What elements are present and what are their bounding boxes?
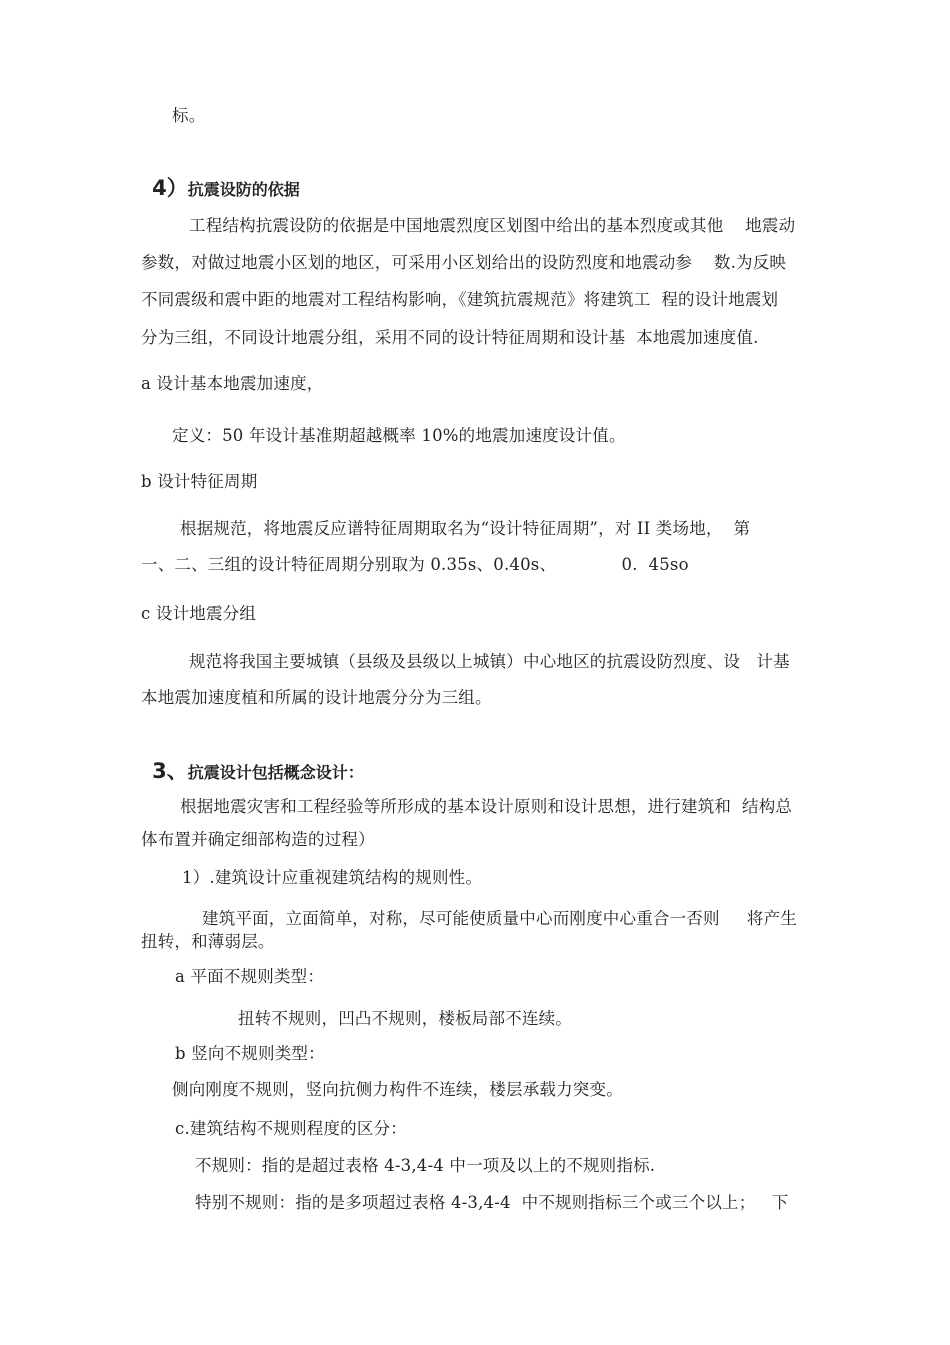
paragraph-line: 分为三组，不同设计地震分组，采用不同的设计特征周期和设计基 本地震加速度值. (141, 328, 759, 347)
list-item-line: 1）.建筑设计应重视建筑结构的规则性。 (182, 868, 483, 887)
text-line-continuation: 标。 (172, 106, 206, 125)
paragraph-line: 规范将我国主要城镇（县级及县级以上城镇）中心地区的抗震设防烈度、设 计基 (189, 652, 790, 671)
paragraph-line: 根据地震灾害和工程经验等所形成的基本设计原则和设计思想，进行建筑和 结构总 (180, 797, 793, 816)
paragraph-line: 不同震级和震中距的地震对工程结构影响，《建筑抗震规范》将建筑工 程的设计地震划 (141, 290, 779, 309)
paragraph-line: 本地震加速度植和所属的设计地震分分为三组。 (141, 688, 492, 707)
paragraph-line: 参数，对做过地震小区划的地区，可采用小区划给出的设防烈度和地震动参 数.为反映 (141, 253, 787, 272)
subsection-title-vertical: b 竖向不规则类型： (175, 1044, 325, 1063)
heading-number: 3、 (152, 759, 188, 783)
detail-line: 侧向刚度不规则，竖向抗侧力构件不连续，楼层承载力突变。 (172, 1080, 623, 1099)
heading-title: 抗震设防的依据 (187, 180, 300, 199)
heading-title: 抗震设计包括概念设计： (187, 763, 364, 782)
section-heading-3 (141, 745, 364, 782)
paragraph-line: 扭转，和薄弱层。 (141, 932, 275, 951)
section-heading-4 (141, 162, 300, 199)
detail-line: 扭转不规则，凹凸不规则，楼板局部不连续。 (238, 1009, 572, 1028)
paragraph-line: 一、二、三组的设计特征周期分别取为 0.35s、0.40s、 0. 45so (141, 555, 689, 574)
paragraph-line: 工程结构抗震设防的依据是中国地震烈度区划图中给出的基本烈度或其他 地震动 (189, 216, 796, 235)
subsection-title-b: b 设计特征周期 (141, 472, 258, 491)
heading-number: 4） (152, 176, 188, 200)
subsection-title-irregularity: c.建筑结构不规则程度的区分： (175, 1119, 407, 1138)
subsection-title-plan: a 平面不规则类型： (175, 967, 325, 986)
paragraph-line: 根据规范，将地震反应谱特征周期取名为“设计特征周期”，对 II 类场地， 第 (180, 519, 751, 538)
detail-line: 特别不规则：指的是多项超过表格 4-3,4-4 中不规则指标三个或三个以上； 下 (195, 1193, 789, 1212)
subsection-title-c: c 设计地震分组 (141, 604, 257, 623)
definition-line: 定义：50 年设计基准期超越概率 10%的地震加速度设计值。 (172, 426, 626, 445)
paragraph-line: 建筑平面，立面简单，对称，尽可能使质量中心而刚度中心重合一否则 将产生 (202, 909, 798, 928)
subsection-title-a: a 设计基本地震加速度， (141, 374, 324, 393)
paragraph-line: 体布置并确定细部构造的过程） (141, 830, 375, 849)
detail-line: 不规则：指的是超过表格 4-3,4-4 中一项及以上的不规则指标. (195, 1156, 656, 1175)
